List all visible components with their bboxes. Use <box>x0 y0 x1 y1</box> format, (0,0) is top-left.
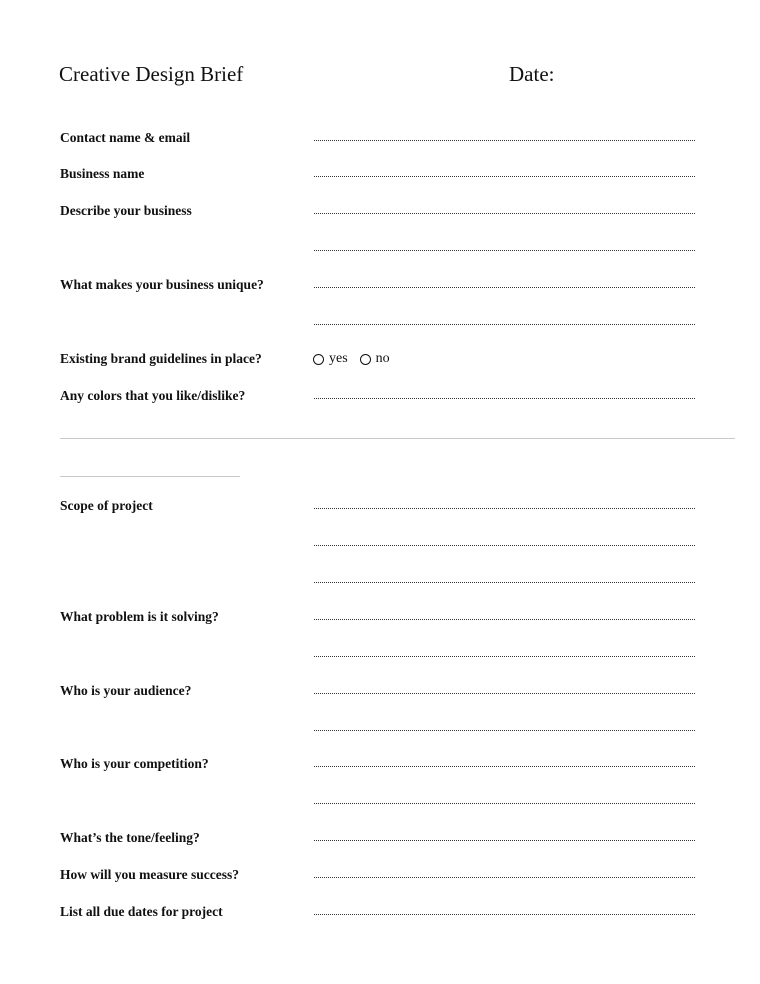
scope-field-2[interactable] <box>314 545 695 546</box>
brand-guidelines-label: Existing brand guidelines in place? <box>60 351 262 366</box>
contact-field[interactable] <box>314 140 695 141</box>
brand-guidelines-radio-group <box>313 350 402 368</box>
scope-field-1[interactable] <box>314 508 695 509</box>
contact-label: Contact name & email <box>60 130 191 145</box>
unique-field-2[interactable] <box>314 324 695 325</box>
describe-business-label: Describe your business <box>60 203 192 218</box>
audience-label: Who is your audience? <box>60 683 192 698</box>
colors-field[interactable] <box>314 398 695 399</box>
competition-label: Who is your competition? <box>60 756 209 771</box>
problem-label: What problem is it solving? <box>60 609 219 624</box>
success-label: How will you measure success? <box>60 867 239 882</box>
due-dates-label: List all due dates for project <box>60 904 223 919</box>
radio-yes[interactable] <box>313 354 324 365</box>
business-name-field[interactable] <box>314 176 695 177</box>
unique-label: What makes your business unique? <box>60 277 264 292</box>
section-divider-long <box>60 438 735 439</box>
audience-field-2[interactable] <box>314 730 695 731</box>
unique-field-1[interactable] <box>314 287 695 288</box>
problem-field-2[interactable] <box>314 656 695 657</box>
page-title: Creative Design Brief <box>59 62 244 86</box>
section-divider-short <box>60 476 240 477</box>
scope-label: Scope of project <box>60 498 153 513</box>
describe-business-field-1[interactable] <box>314 213 695 214</box>
colors-label: Any colors that you like/dislike? <box>60 388 246 403</box>
competition-field-2[interactable] <box>314 803 695 804</box>
radio-no-label: no <box>375 351 390 366</box>
tone-label: What’s the tone/feeling? <box>60 830 200 845</box>
radio-no[interactable] <box>360 354 371 365</box>
success-field[interactable] <box>314 877 695 878</box>
scope-field-3[interactable] <box>314 582 695 583</box>
problem-field-1[interactable] <box>314 619 695 620</box>
radio-yes-label: yes <box>329 351 348 366</box>
date-label: Date: <box>509 62 555 86</box>
describe-business-field-2[interactable] <box>314 250 695 251</box>
due-dates-field[interactable] <box>314 914 695 915</box>
audience-field-1[interactable] <box>314 693 695 694</box>
competition-field-1[interactable] <box>314 766 695 767</box>
tone-field[interactable] <box>314 840 695 841</box>
business-name-label: Business name <box>60 166 145 181</box>
